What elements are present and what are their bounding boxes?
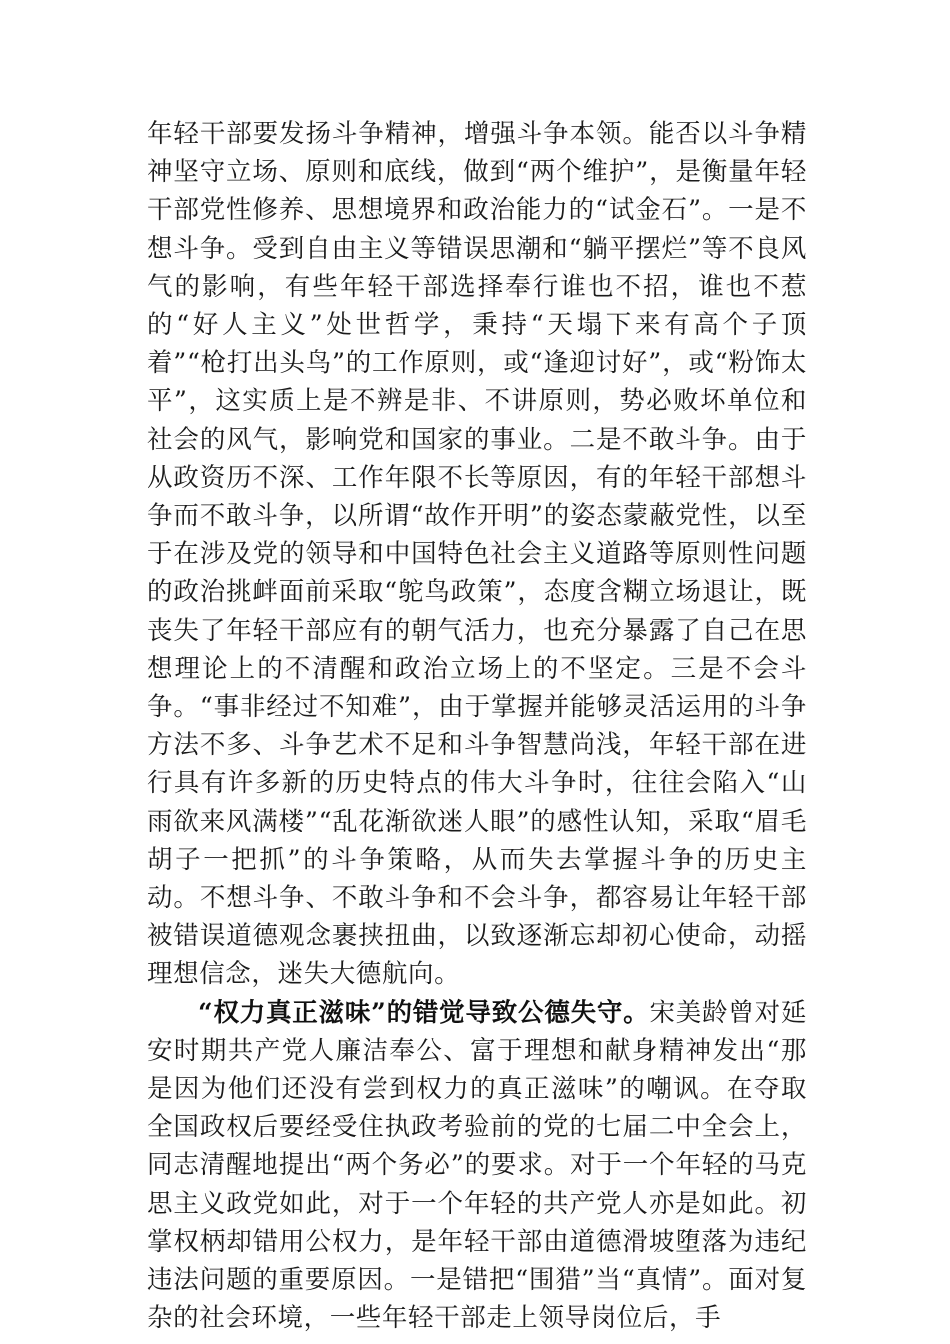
paragraph-text: 宋美龄曾对延安时期共产党人廉洁奉公、富于理想和献身精神发出“那是因为他们还没有尝到权力的真正滋味”的嘲讽。在夺取全国政权后要经受住执政考验前的党的七届二中全会上，同志清醒地提出“两个务必”的要求。对于一个年轻的马克思主义政党如此，对于一个年轻的共产党人亦是如此。初掌权柄却错用公权力，是年轻干部由道德滑坡堕落为违纪违法问题的重要原因。一是错把“围猎”当“真情”。面对复杂的社会环境，一些年轻干部走上领导岗位后，手 (147, 997, 807, 1334)
paragraph-lead-heading: “权力真正滋味”的错觉导致公德失守。 (198, 997, 650, 1028)
paragraph-struggle-spirit (147, 115, 807, 994)
document-body (147, 115, 807, 1338)
paragraph-text: 年轻干部要发扬斗争精神，增强斗争本领。能否以斗争精神坚守立场、原则和底线，做到“两个维护”，是衡量年轻干部党性修养、思想境界和政治能力的“试金石”。一是不想斗争。受到自由主义等错误思潮和“躺平摆烂”等不良风气的影响，有些年轻干部选择奉行谁也不招，谁也不惹的“好人主义”处世哲学，秉持“天塌下来有高个子顶着”“枪打出头鸟”的工作原则，或“逢迎讨好”，或“粉饰太平”，这实质上是不辨是非、不讲原则，势必败坏单位和社会的风气，影响党和国家的事业。二是不敢斗争。由于从政资历不深、工作年限不长等原因，有的年轻干部想斗争而不敢斗争，以所谓“故作开明”的姿态蒙蔽党性，以至于在涉及党的领导和中国特色社会主义道路等原则性问题的政治挑衅面前采取“鸵鸟政策”，态度含糊立场退让，既丧失了年轻干部应有的朝气活力，也充分暴露了自己在思想理论上的不清醒和政治立场上的不坚定。三是不会斗争。“事非经过不知难”，由于掌握并能够灵活运用的斗争方法不多、斗争艺术不足和斗争智慧尚浅，年轻干部在进行具有许多新的历史特点的伟大斗争时，往往会陷入“山雨欲来风满楼”“乱花渐欲迷人眼”的感性认知，采取“眉毛胡子一把抓”的斗争策略，从而失去掌握斗争的历史主动。不想斗争、不敢斗争和不会斗争，都容易让年轻干部被错误道德观念裹挟扭曲，以致逐渐忘却初心使命，动摇理想信念，迷失大德航向。 (147, 119, 807, 990)
paragraph-public-morality (147, 994, 807, 1338)
